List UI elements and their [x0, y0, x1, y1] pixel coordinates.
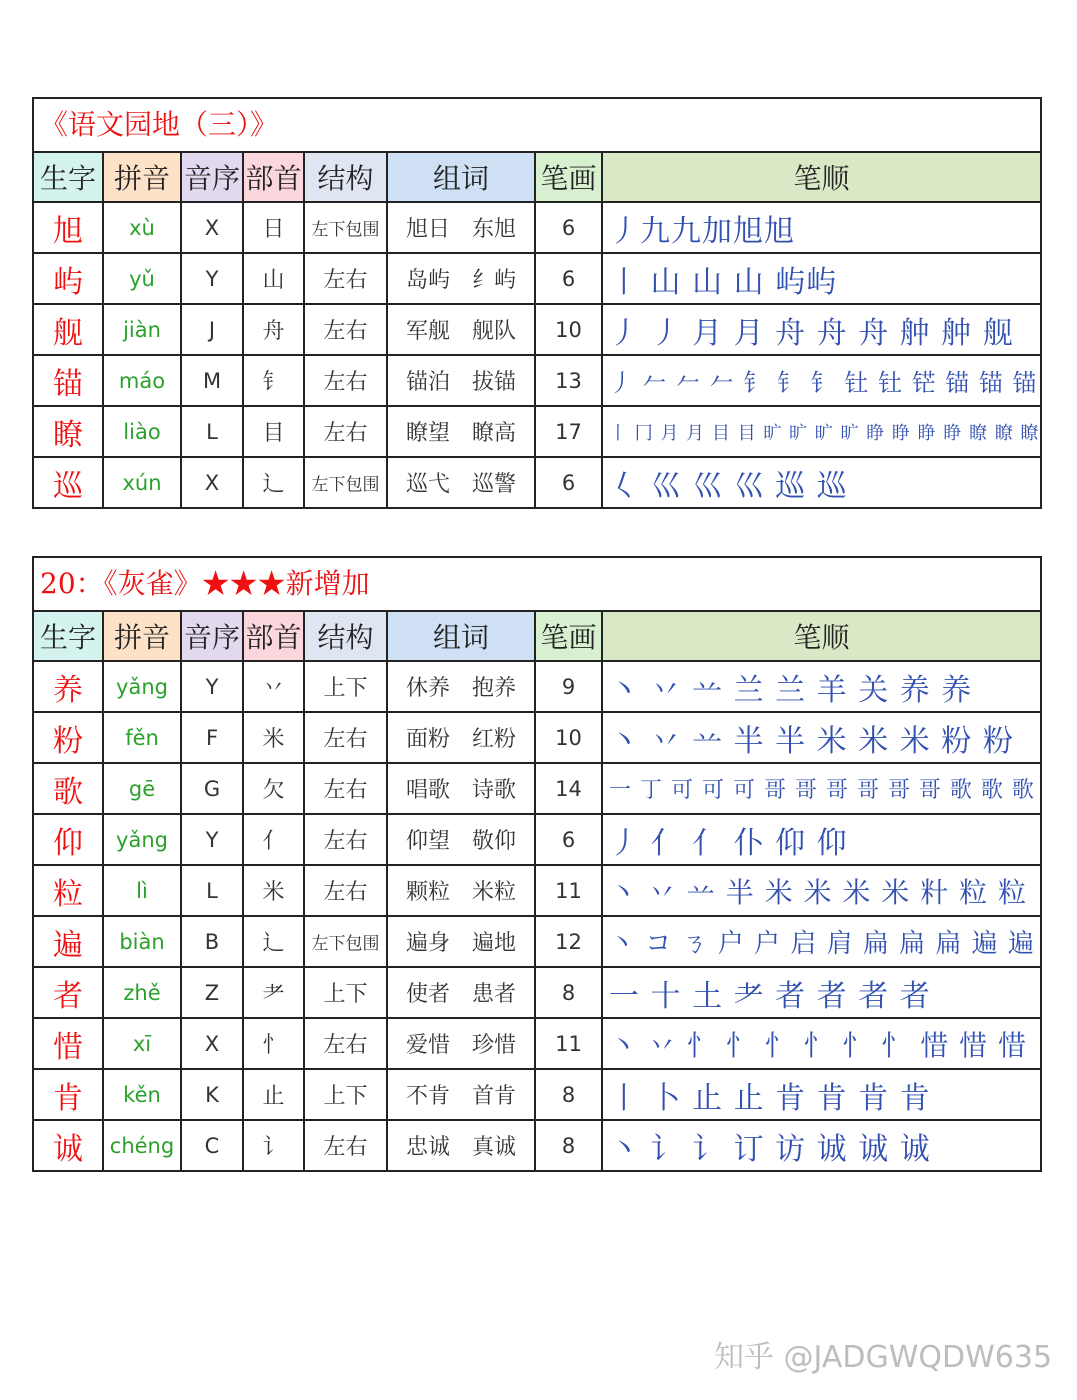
- structure-cell: 左右: [304, 865, 387, 916]
- words-cell: [387, 406, 535, 457]
- stroke-count-cell: 10: [535, 304, 602, 355]
- table-row: [34, 1120, 1040, 1170]
- radical-cell: 丷: [243, 661, 304, 712]
- radical-cell: 钅: [243, 355, 304, 406]
- pinyin-cell: biàn: [103, 916, 181, 967]
- pinyin-cell: lì: [103, 865, 181, 916]
- table-row: [34, 253, 1040, 304]
- order-cell: B: [181, 916, 243, 967]
- structure-cell: 上下: [304, 1069, 387, 1120]
- pinyin-cell: xī: [103, 1018, 181, 1069]
- stroke-sequence-cell: 丶 丷 䒑 半 半 米 米 米 粉 粉: [602, 712, 1040, 763]
- radical-cell: 辶: [243, 916, 304, 967]
- stroke-sequence-cell: 丿 亻 亻 仆 仰 仰: [602, 814, 1040, 865]
- character-table: [34, 153, 1040, 507]
- radical-cell: 舟: [243, 304, 304, 355]
- stroke-sequence-cell: 丨 冂 月 月 目 目 旷 旷 旷 旷 睁 睁 睁 睁 瞭 瞭 瞭: [602, 406, 1040, 457]
- pinyin-cell: zhě: [103, 967, 181, 1018]
- words-cell: [387, 304, 535, 355]
- table-row: [34, 1018, 1040, 1069]
- word-2: 巡警: [472, 472, 517, 497]
- stroke-sequence-cell: 丶 讠 讠 订 访 诚 诚 诚: [602, 1120, 1040, 1170]
- words-cell: [387, 661, 535, 712]
- structure-cell: 上下: [304, 967, 387, 1018]
- character-cell: 瞭: [34, 406, 103, 457]
- structure-cell: 左右: [304, 253, 387, 304]
- table-title: 20：《灰雀》★★★新增加: [34, 558, 1040, 612]
- header-row: [34, 612, 1040, 661]
- order-cell: J: [181, 304, 243, 355]
- stroke-count-cell: 6: [535, 253, 602, 304]
- character-cell: 仰: [34, 814, 103, 865]
- character-cell: 肯: [34, 1069, 103, 1120]
- word-1: 锚泊: [405, 370, 450, 395]
- character-cell: 锚: [34, 355, 103, 406]
- word-2: 抱养: [472, 676, 517, 701]
- character-cell: 诚: [34, 1120, 103, 1170]
- header-strokes: 笔画: [535, 612, 602, 661]
- stroke-sequence-cell: 丨 卜 止 止 肯 肯 肯 肯: [602, 1069, 1040, 1120]
- word-1: 旭日: [405, 217, 450, 242]
- order-cell: K: [181, 1069, 243, 1120]
- order-cell: X: [181, 457, 243, 507]
- header-radical: 部首: [243, 612, 304, 661]
- header-pinyin: 拼音: [103, 153, 181, 202]
- radical-cell: 米: [243, 712, 304, 763]
- word-1: 面粉: [405, 727, 450, 752]
- stroke-count-cell: 9: [535, 661, 602, 712]
- stroke-count-cell: 14: [535, 763, 602, 814]
- header-char: 生字: [34, 612, 103, 661]
- words-cell: [387, 202, 535, 253]
- stroke-count-cell: 11: [535, 865, 602, 916]
- order-cell: L: [181, 406, 243, 457]
- table-row: [34, 865, 1040, 916]
- word-1: 休养: [405, 676, 450, 701]
- order-cell: Y: [181, 253, 243, 304]
- words-cell: [387, 1120, 535, 1170]
- header-sequence: 笔顺: [602, 153, 1040, 202]
- word-2: 红粉: [472, 727, 517, 752]
- stroke-count-cell: 6: [535, 814, 602, 865]
- words-cell: [387, 253, 535, 304]
- word-1: 遍身: [405, 931, 450, 956]
- word-2: 米粒: [472, 880, 517, 905]
- words-cell: [387, 457, 535, 507]
- header-char: 生字: [34, 153, 103, 202]
- structure-cell: 左下包围: [304, 202, 387, 253]
- order-cell: G: [181, 763, 243, 814]
- pinyin-cell: yǎng: [103, 661, 181, 712]
- order-cell: C: [181, 1120, 243, 1170]
- table-row: [34, 814, 1040, 865]
- word-2: 患者: [472, 982, 517, 1007]
- word-1: 瞭望: [405, 421, 450, 446]
- radical-cell: 亻: [243, 814, 304, 865]
- stroke-sequence-cell: 丿 𠂉 𠂉 𠂉 钅 钅 钅 钍 钍 铓 锚 锚 锚: [602, 355, 1040, 406]
- order-cell: Y: [181, 661, 243, 712]
- stroke-sequence-cell: 𡿨 巛 巛 巛 巡 巡: [602, 457, 1040, 507]
- words-cell: [387, 355, 535, 406]
- order-cell: Y: [181, 814, 243, 865]
- character-cell: 歌: [34, 763, 103, 814]
- structure-cell: 左下包围: [304, 916, 387, 967]
- radical-cell: 欠: [243, 763, 304, 814]
- header-strokes: 笔画: [535, 153, 602, 202]
- structure-cell: 上下: [304, 661, 387, 712]
- structure-cell: 左右: [304, 1018, 387, 1069]
- pinyin-cell: fěn: [103, 712, 181, 763]
- order-cell: F: [181, 712, 243, 763]
- word-1: 爱惜: [405, 1033, 450, 1058]
- words-cell: [387, 712, 535, 763]
- radical-cell: 止: [243, 1069, 304, 1120]
- header-order: 音序: [181, 153, 243, 202]
- structure-cell: 左下包围: [304, 457, 387, 507]
- radical-cell: 讠: [243, 1120, 304, 1170]
- stroke-count-cell: 12: [535, 916, 602, 967]
- word-2: 遍地: [472, 931, 517, 956]
- word-2: 诗歌: [472, 778, 517, 803]
- words-cell: [387, 763, 535, 814]
- word-1: 仰望: [405, 829, 450, 854]
- table-yuwen-yuandi: [32, 97, 1042, 509]
- character-cell: 粉: [34, 712, 103, 763]
- stroke-sequence-cell: 丶 丷 忄 忄 忄 忄 忄 忄 惜 惜 惜: [602, 1018, 1040, 1069]
- radical-cell: 山: [243, 253, 304, 304]
- word-2: 珍惜: [472, 1033, 517, 1058]
- stroke-sequence-cell: 丶 丷 䒑 兰 兰 羊 关 养 养: [602, 661, 1040, 712]
- pinyin-cell: xún: [103, 457, 181, 507]
- table-row: [34, 967, 1040, 1018]
- word-1: 使者: [405, 982, 450, 1007]
- structure-cell: 左右: [304, 304, 387, 355]
- table-title: 《语文园地（三）》: [34, 99, 1040, 153]
- table-row: [34, 406, 1040, 457]
- word-1: 军舰: [405, 319, 450, 344]
- radical-cell: 辶: [243, 457, 304, 507]
- pinyin-cell: liào: [103, 406, 181, 457]
- header-words: 组词: [387, 612, 535, 661]
- character-cell: 遍: [34, 916, 103, 967]
- stroke-count-cell: 8: [535, 1069, 602, 1120]
- word-1: 不肯: [405, 1084, 450, 1109]
- table-row: [34, 304, 1040, 355]
- words-cell: [387, 865, 535, 916]
- stroke-sequence-cell: 一 丁 可 可 可 哥 哥 哥 哥 哥 哥 歌 歌 歌: [602, 763, 1040, 814]
- radical-cell: 耂: [243, 967, 304, 1018]
- word-2: 真诚: [472, 1135, 517, 1160]
- character-cell: 舰: [34, 304, 103, 355]
- character-cell: 者: [34, 967, 103, 1018]
- words-cell: [387, 1069, 535, 1120]
- pinyin-cell: kěn: [103, 1069, 181, 1120]
- radical-cell: 忄: [243, 1018, 304, 1069]
- header-structure: 结构: [304, 153, 387, 202]
- pinyin-cell: gē: [103, 763, 181, 814]
- table-row: [34, 457, 1040, 507]
- order-cell: M: [181, 355, 243, 406]
- stroke-sequence-cell: 一 十 土 耂 者 者 者 者: [602, 967, 1040, 1018]
- structure-cell: 左右: [304, 1120, 387, 1170]
- watermark: 知乎 @JADGWQDW635: [714, 1340, 1053, 1375]
- stroke-count-cell: 11: [535, 1018, 602, 1069]
- word-2: 敬仰: [472, 829, 517, 854]
- header-radical: 部首: [243, 153, 304, 202]
- structure-cell: 左右: [304, 814, 387, 865]
- table-row: [34, 712, 1040, 763]
- stroke-count-cell: 17: [535, 406, 602, 457]
- word-2: 拔锚: [472, 370, 517, 395]
- header-sequence: 笔顺: [602, 612, 1040, 661]
- table-row: [34, 1069, 1040, 1120]
- pinyin-cell: jiàn: [103, 304, 181, 355]
- word-2: 东旭: [472, 217, 517, 242]
- character-cell: 粒: [34, 865, 103, 916]
- pinyin-cell: chéng: [103, 1120, 181, 1170]
- words-cell: [387, 967, 535, 1018]
- stroke-count-cell: 6: [535, 457, 602, 507]
- stroke-count-cell: 8: [535, 1120, 602, 1170]
- radical-cell: 目: [243, 406, 304, 457]
- table-row: [34, 916, 1040, 967]
- stroke-count-cell: 10: [535, 712, 602, 763]
- order-cell: L: [181, 865, 243, 916]
- table-row: [34, 661, 1040, 712]
- word-1: 颗粒: [405, 880, 450, 905]
- pinyin-cell: yǎng: [103, 814, 181, 865]
- word-2: 首肯: [472, 1084, 517, 1109]
- stroke-count-cell: 6: [535, 202, 602, 253]
- words-cell: [387, 916, 535, 967]
- header-structure: 结构: [304, 612, 387, 661]
- word-2: 舰队: [472, 319, 517, 344]
- header-row: [34, 153, 1040, 202]
- order-cell: X: [181, 202, 243, 253]
- radical-cell: 日: [243, 202, 304, 253]
- order-cell: Z: [181, 967, 243, 1018]
- stroke-sequence-cell: 丶 丷 䒑 半 米 米 米 米 籵 粒 粒: [602, 865, 1040, 916]
- character-cell: 养: [34, 661, 103, 712]
- structure-cell: 左右: [304, 355, 387, 406]
- pinyin-cell: máo: [103, 355, 181, 406]
- character-cell: 惜: [34, 1018, 103, 1069]
- structure-cell: 左右: [304, 406, 387, 457]
- stroke-sequence-cell: 丨 山 山 山 屿屿: [602, 253, 1040, 304]
- word-1: 岛屿: [405, 268, 450, 293]
- stroke-count-cell: 8: [535, 967, 602, 1018]
- order-cell: X: [181, 1018, 243, 1069]
- word-1: 忠诚: [405, 1135, 450, 1160]
- pinyin-cell: yǔ: [103, 253, 181, 304]
- stroke-sequence-cell: 丿九九加旭旭: [602, 202, 1040, 253]
- table-row: [34, 202, 1040, 253]
- stroke-sequence-cell: 丿 丿 月 月 舟 舟 舟 舯 舯 舰: [602, 304, 1040, 355]
- word-1: 巡弋: [405, 472, 450, 497]
- word-2: 纟屿: [472, 268, 517, 293]
- words-cell: [387, 814, 535, 865]
- word-1: 唱歌: [405, 778, 450, 803]
- structure-cell: 左右: [304, 763, 387, 814]
- stroke-count-cell: 13: [535, 355, 602, 406]
- structure-cell: 左右: [304, 712, 387, 763]
- character-cell: 屿: [34, 253, 103, 304]
- header-words: 组词: [387, 153, 535, 202]
- pinyin-cell: xù: [103, 202, 181, 253]
- table-huique: [32, 556, 1042, 1172]
- stroke-sequence-cell: 丶 コ ㄋ 户 户 启 肩 扁 扁 扁 遍 遍: [602, 916, 1040, 967]
- word-2: 瞭高: [472, 421, 517, 446]
- character-table: [34, 612, 1040, 1170]
- header-order: 音序: [181, 612, 243, 661]
- table-row: [34, 763, 1040, 814]
- table-body: [34, 661, 1040, 1170]
- table-row: [34, 355, 1040, 406]
- header-pinyin: 拼音: [103, 612, 181, 661]
- character-cell: 巡: [34, 457, 103, 507]
- character-cell: 旭: [34, 202, 103, 253]
- table-body: [34, 202, 1040, 507]
- radical-cell: 米: [243, 865, 304, 916]
- words-cell: [387, 1018, 535, 1069]
